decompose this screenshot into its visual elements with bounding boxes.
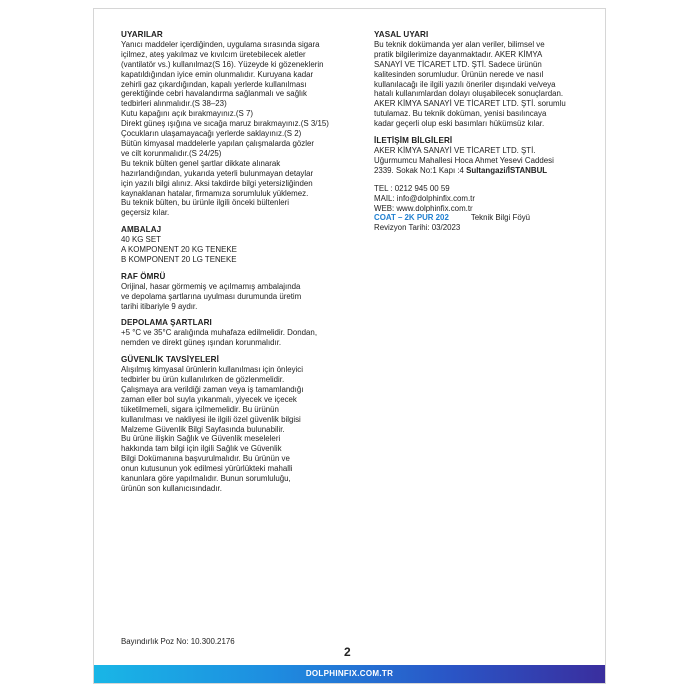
text-line: Bilgi Dokümanına başvurulmalıdır. Bu ürünün ve: [121, 454, 290, 464]
text-line: hakkında tam bilgi için ilgili Sağlık ve Güvenlik: [121, 444, 282, 454]
text-line: kalitesinden sorumludur. Ürünün nerede ve nasıl: [374, 69, 544, 79]
text-line: ve cilt korunmalıdır.(S 24/25): [121, 148, 222, 158]
text-line: (vantilatör vs.) kullanılmaz(S 16). Yüzeyde ki gözeneklerin: [121, 59, 324, 69]
text-line: SANAYİ VE TİCARET LTD. ŞTİ. Sadece ürünün: [374, 59, 542, 69]
packaging-section: [121, 225, 359, 265]
text-line: pratik bilgilerimize dayanmaktadır. AKER KİMYA: [374, 49, 543, 59]
text-line: tarihi itibariyle 9 aydır.: [121, 301, 198, 311]
page-number: 2: [344, 645, 351, 659]
text-line: tedbirler bu ürün kullanılırken de gözlenmelidir.: [121, 375, 285, 384]
warnings-heading: UYARILAR: [121, 30, 163, 39]
shelf-life-heading: RAF ÖMRÜ: [121, 271, 166, 281]
storage-heading: DEPOLAMA ŞARTLARI: [121, 318, 212, 328]
text-line: Direkt güneş ışığına ve sıcağa maruz bırakmayınız.(S 3/15): [121, 119, 329, 129]
warnings-body: [121, 40, 359, 218]
left-column: [121, 30, 359, 501]
text-line: kaynaklanan hatalar, firmamıza sorumluluk yüklemez.: [121, 188, 309, 198]
revision-date: Revizyon Tarihi: 03/2023: [374, 223, 461, 233]
text-line: zaman eller bol suyla yıkanmalı, yiyecek ve içecek: [121, 394, 297, 404]
text-line: 40 KG SET: [121, 235, 161, 245]
address-city: Sultangazi/İSTANBUL: [466, 165, 548, 175]
text-line: Bütün kimyasal maddelerle yapılan çalışmalarda gözler: [121, 138, 314, 148]
text-line: kullanılacağı ile ilgili yazılı öneriler dışındaki ve/veya: [374, 79, 556, 89]
text-line: Yanıcı maddeler içerdiğinden, uygulama sırasında sigara: [121, 39, 320, 49]
packaging-body: [121, 235, 359, 265]
storage-section: [121, 318, 359, 348]
legal-heading: YASAL UYARI: [374, 30, 429, 39]
text-line: kapatıldığından iyice emin olunmalıdır. Kuruyana kadar: [121, 69, 314, 79]
text-line: hatalı kullanımlardan dolayı oluşabilecek sonuçlardan.: [374, 89, 564, 99]
text-line: B KOMPONENT 20 LG TENEKE: [121, 254, 237, 264]
text-line: tedbirleri alınmalıdır.(S 38–23): [121, 99, 227, 109]
company-name: AKER KİMYA SANAYİ VE TİCARET LTD. ŞTİ.: [374, 145, 536, 155]
text-line: tutulamaz. Bu teknik doküman, yenisi basılıncaya: [374, 109, 547, 119]
text-line: Orijinal, hasar görmemiş ve açılmamış ambalajında: [121, 281, 301, 291]
document-page: [93, 8, 606, 684]
text-line: kanunlara göre yapılmalıdır. Bunun sorumluluğu,: [121, 474, 291, 484]
text-line: kadar geçerli olup eski basımları hükümsüz kılar.: [374, 119, 545, 129]
text-line: AKER KİMYA SANAYİ VE TİCARET LTD. ŞTİ. sorumlu: [374, 99, 566, 109]
address-line-2: [374, 166, 589, 176]
text-line: ve depolama şartlarına uyulması durumunda üretim: [121, 291, 302, 301]
text-line: için yazılı bilgi alınız. Aksi takdirde bilgi yetersizliğinden: [121, 178, 313, 188]
email-line[interactable]: MAIL: info@dolphinfix.com.tr: [374, 193, 475, 203]
document-type: Teknik Bilgi Föyü: [470, 213, 531, 223]
safety-heading: GÜVENLİK TAVSİYELERİ: [121, 355, 219, 365]
text-line: Kutu kapağını açık bırakmayınız.(S 7): [121, 109, 254, 119]
reference-number: Bayındırlık Poz No: 10.300.2176: [121, 637, 235, 646]
text-line: içilmez, ateş yakılmaz ve kıvılcım üretebilecek aletler: [121, 49, 306, 59]
address-street: 2339. Sokak No:1 Kapı :4: [374, 165, 464, 175]
packaging-heading: AMBALAJ: [121, 225, 162, 235]
text-line: A KOMPONENT 20 KG TENEKE: [121, 245, 237, 255]
contact-heading: İLETİŞİM BİLGİLERİ: [374, 136, 453, 146]
text-line: tüketilmemeli, sigara içilmemelidir. Bu ürünün: [121, 404, 279, 414]
legal-body: [374, 40, 589, 129]
text-line: Çocukların ulaşamayacağı yerlerde saklayınız.(S 2): [121, 129, 302, 139]
address-line-1: Uğurmumcu Mahallesi Hoca Ahmet Yesevi Caddesi: [374, 155, 554, 165]
footer-website-link[interactable]: DOLPHINFIX.COM.TR: [305, 669, 394, 678]
text-line: kullanılması ve nakliyesi ile ilgili özel güvenlik bilgisi: [121, 414, 301, 424]
safety-body: [121, 365, 359, 494]
text-line: gerektiğinde cebri havalandırma sağlanmalı ve sağlık: [121, 89, 307, 99]
text-line: geçersiz kılar.: [121, 208, 170, 218]
phone-line: TEL : 0212 945 00 59: [374, 183, 450, 193]
text-line: Bu teknik dokümanda yer alan veriler, bilimsel ve: [374, 39, 545, 49]
text-line: nemden ve direkt güneş ışından korunmalıdır.: [121, 338, 282, 348]
text-line: Alışılmış kimyasal ürünlerin kullanılması için önleyici: [121, 365, 303, 375]
text-line: Bu teknik bülten genel şartlar dikkate alınarak: [121, 158, 281, 168]
product-code: COAT – 2K PUR 202: [374, 213, 449, 223]
shelf-life-body: [121, 282, 359, 312]
storage-body: [121, 328, 359, 348]
safety-section: [121, 355, 359, 494]
text-line: Malzeme Güvenlik Bilgi Sayfasında bulunabilir.: [121, 424, 285, 434]
text-line: ürünün son kullanıcısındadır.: [121, 483, 222, 493]
text-line: onun kutusunun yok edilmesi yürürlükteki mahalli: [121, 464, 293, 474]
website-line[interactable]: WEB: www.dolphinfix.com.tr: [374, 203, 473, 213]
text-line: zehirli gaz çıkardığından, kapalı yerlerde kullanılması: [121, 79, 307, 89]
text-line: Çalışmaya ara verildiği zaman veya iş tamamlandığı: [121, 384, 304, 394]
legal-section: [374, 30, 589, 129]
right-column: [374, 30, 589, 240]
text-line: Bu ürüne ilişkin Sağlık ve Güvenlik meseleleri: [121, 434, 281, 444]
product-line: [374, 213, 589, 223]
text-line: Bu teknik bülten, bu ürünle ilgili önceki bültenleri: [121, 198, 289, 208]
warnings-section: [121, 30, 359, 218]
shelf-life-section: [121, 272, 359, 312]
contact-section: [374, 136, 589, 233]
footer-banner: [94, 665, 605, 683]
text-line: +5 °C ve 35°C aralığında muhafaza edilmelidir. Dondan,: [121, 328, 318, 338]
text-line: hazırlandığından, yukarıda yeterli bulunmayan detaylar: [121, 168, 314, 178]
